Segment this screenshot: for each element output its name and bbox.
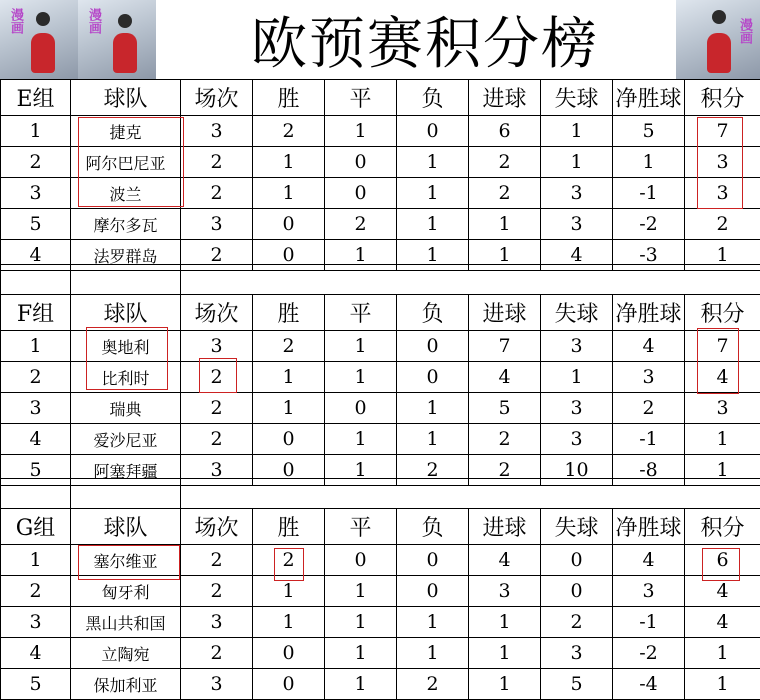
stat-cell: 1 [397,147,469,178]
stat-cell: -2 [613,209,685,240]
stat-cell: 1 [325,362,397,393]
stat-cell: 1 [541,116,613,147]
team-name-cell: 阿尔巴尼亚 [71,147,181,178]
stat-cell: 0 [541,545,613,576]
rank-cell: 5 [1,209,71,240]
player-image-right: 漫画 [676,0,760,79]
column-header: 积分 [685,509,760,545]
rank-cell: 3 [1,178,71,209]
stat-cell: 2 [397,669,469,700]
stat-cell: 1 [469,240,541,271]
stat-cell: 2 [541,607,613,638]
stat-cell: 1 [613,147,685,178]
stat-cell: 6 [685,545,760,576]
stat-cell: 0 [253,669,325,700]
stat-cell: 1 [685,638,760,669]
column-header: 净胜球 [613,509,685,545]
stat-cell: 3 [181,116,253,147]
stat-cell: 1 [325,638,397,669]
stat-cell: 1 [325,455,397,486]
stat-cell: 0 [325,545,397,576]
stat-cell: 1 [397,607,469,638]
team-name-cell: 奥地利 [71,331,181,362]
stat-cell: 3 [613,576,685,607]
team-name-cell: 瑞典 [71,393,181,424]
stat-cell: 1 [685,455,760,486]
rank-cell: 2 [1,576,71,607]
rank-cell: 3 [1,607,71,638]
team-name-cell: 比利时 [71,362,181,393]
stat-cell: 2 [253,545,325,576]
stat-cell: 10 [541,455,613,486]
team-name-cell: 黑山共和国 [71,607,181,638]
stat-cell: 1 [325,424,397,455]
stat-cell: 3 [469,576,541,607]
stat-cell: 2 [469,147,541,178]
stat-cell: 0 [253,638,325,669]
stat-cell: 1 [325,669,397,700]
stat-cell: -2 [613,638,685,669]
column-header: 球队 [71,80,181,116]
rank-cell: 4 [1,638,71,669]
standings-table-group-1 [0,79,760,271]
stat-cell: 1 [325,607,397,638]
stat-cell: 1 [325,240,397,271]
stat-cell: 5 [541,669,613,700]
table-row [1,607,760,638]
stat-cell: 0 [397,545,469,576]
column-header: 球队 [71,295,181,331]
stat-cell: 0 [253,209,325,240]
column-header: 场次 [181,295,253,331]
stat-cell: 3 [541,331,613,362]
page-title: 欧预赛积分榜 [180,0,670,79]
stat-cell: 2 [469,455,541,486]
stat-cell: 2 [181,545,253,576]
stat-cell: -1 [613,178,685,209]
column-header: 负 [397,509,469,545]
column-header: 胜 [253,80,325,116]
team-name-cell: 法罗群岛 [71,240,181,271]
stat-cell: -3 [613,240,685,271]
stat-cell: -1 [613,607,685,638]
column-header: 场次 [181,80,253,116]
stat-cell: 0 [325,393,397,424]
stat-cell: 1 [469,607,541,638]
header-row [1,295,760,331]
player-image-left-2: 漫画 [78,0,156,79]
group-label: F组 [1,295,71,331]
column-header: 失球 [541,80,613,116]
stat-cell: 1 [325,576,397,607]
stat-cell: 3 [541,393,613,424]
table-row [1,209,760,240]
stat-cell: 6 [469,116,541,147]
team-name-cell: 保加利亚 [71,669,181,700]
header-banner [0,0,760,80]
stat-cell: 3 [181,455,253,486]
column-header: 进球 [469,509,541,545]
stat-cell: 2 [469,424,541,455]
separator-row [0,264,760,295]
stat-cell: 3 [541,209,613,240]
table-row [1,116,760,147]
table-row [1,331,760,362]
stat-cell: 2 [181,178,253,209]
stat-cell: 4 [685,607,760,638]
group-label: G组 [1,509,71,545]
stat-cell: 1 [541,362,613,393]
stat-cell: 4 [469,362,541,393]
stat-cell: 2 [253,331,325,362]
stat-cell: 1 [541,147,613,178]
stat-cell: 2 [181,362,253,393]
table-row [1,362,760,393]
stat-cell: 2 [325,209,397,240]
rank-cell: 1 [1,331,71,362]
standings-table-group-3 [0,508,760,700]
stat-cell: 7 [685,331,760,362]
stat-cell: 2 [181,147,253,178]
stat-cell: 3 [613,362,685,393]
header-row [1,80,760,116]
stat-cell: 0 [397,116,469,147]
stat-cell: 1 [397,393,469,424]
team-name-cell: 爱沙尼亚 [71,424,181,455]
stat-cell: 1 [397,424,469,455]
stat-cell: -4 [613,669,685,700]
rank-cell: 1 [1,545,71,576]
stat-cell: 0 [541,576,613,607]
rank-cell: 2 [1,147,71,178]
stat-cell: 0 [397,576,469,607]
header-row [1,509,760,545]
standings-table-group-2 [0,294,760,486]
team-name-cell: 阿塞拜疆 [71,455,181,486]
stat-cell: 1 [469,669,541,700]
stat-cell: 2 [181,240,253,271]
stat-cell: 3 [685,178,760,209]
stat-cell: 2 [469,178,541,209]
table-row [1,576,760,607]
column-header: 球队 [71,509,181,545]
table-row [1,424,760,455]
stat-cell: 2 [613,393,685,424]
stat-cell: 0 [397,331,469,362]
rank-cell: 4 [1,424,71,455]
rank-cell: 5 [1,455,71,486]
player-image-left-1: 漫画 [0,0,78,79]
table-row [1,638,760,669]
stat-cell: 2 [181,638,253,669]
column-header: 进球 [469,80,541,116]
stat-cell: 3 [181,209,253,240]
team-name-cell: 塞尔维亚 [71,545,181,576]
rank-cell: 1 [1,116,71,147]
stat-cell: 1 [469,638,541,669]
team-name-cell: 摩尔多瓦 [71,209,181,240]
stat-cell: 5 [469,393,541,424]
column-header: 失球 [541,509,613,545]
column-header: 场次 [181,509,253,545]
stat-cell: 1 [685,669,760,700]
stat-cell: 4 [613,331,685,362]
column-header: 胜 [253,509,325,545]
stat-cell: 1 [325,331,397,362]
stat-cell: 3 [181,607,253,638]
stat-cell: 1 [253,393,325,424]
stat-cell: 3 [181,331,253,362]
stat-cell: 0 [397,362,469,393]
stat-cell: -8 [613,455,685,486]
column-header: 平 [325,295,397,331]
rank-cell: 3 [1,393,71,424]
stat-cell: 3 [181,669,253,700]
stat-cell: 0 [325,178,397,209]
column-header: 胜 [253,295,325,331]
team-name-cell: 立陶宛 [71,638,181,669]
column-header: 进球 [469,295,541,331]
rank-cell: 4 [1,240,71,271]
column-header: 净胜球 [613,80,685,116]
team-name-cell: 捷克 [71,116,181,147]
table-row [1,393,760,424]
column-header: 负 [397,295,469,331]
stat-cell: 1 [397,240,469,271]
stat-cell: 0 [325,147,397,178]
stat-cell: 3 [541,638,613,669]
stat-cell: 1 [397,209,469,240]
stat-cell: 0 [253,424,325,455]
stat-cell: 3 [685,147,760,178]
stat-cell: 2 [181,424,253,455]
column-header: 平 [325,509,397,545]
stat-cell: 4 [685,362,760,393]
stat-cell: 4 [469,545,541,576]
stat-cell: 3 [685,393,760,424]
stat-cell: 1 [253,576,325,607]
stat-cell: 5 [613,116,685,147]
group-label: E组 [1,80,71,116]
stat-cell: -1 [613,424,685,455]
rank-cell: 5 [1,669,71,700]
stat-cell: 0 [253,240,325,271]
column-header: 积分 [685,295,760,331]
stat-cell: 1 [397,178,469,209]
stat-cell: 0 [253,455,325,486]
stat-cell: 1 [397,638,469,669]
column-header: 负 [397,80,469,116]
stat-cell: 3 [541,178,613,209]
separator-row [0,478,760,509]
team-name-cell: 匈牙利 [71,576,181,607]
stat-cell: 3 [541,424,613,455]
stat-cell: 7 [685,116,760,147]
stat-cell: 2 [253,116,325,147]
stat-cell: 4 [541,240,613,271]
table-row [1,147,760,178]
column-header: 净胜球 [613,295,685,331]
stat-cell: 1 [253,178,325,209]
stat-cell: 1 [325,116,397,147]
stat-cell: 1 [253,362,325,393]
stat-cell: 1 [253,607,325,638]
stat-cell: 4 [613,545,685,576]
table-row [1,178,760,209]
column-header: 失球 [541,295,613,331]
stat-cell: 1 [685,240,760,271]
table-row [1,545,760,576]
stat-cell: 1 [469,209,541,240]
stat-cell: 2 [685,209,760,240]
column-header: 平 [325,80,397,116]
stat-cell: 4 [685,576,760,607]
stat-cell: 2 [397,455,469,486]
column-header: 积分 [685,80,760,116]
stat-cell: 1 [253,147,325,178]
rank-cell: 2 [1,362,71,393]
stat-cell: 2 [181,393,253,424]
stat-cell: 7 [469,331,541,362]
team-name-cell: 波兰 [71,178,181,209]
table-row [1,669,760,700]
stat-cell: 1 [685,424,760,455]
stat-cell: 2 [181,576,253,607]
